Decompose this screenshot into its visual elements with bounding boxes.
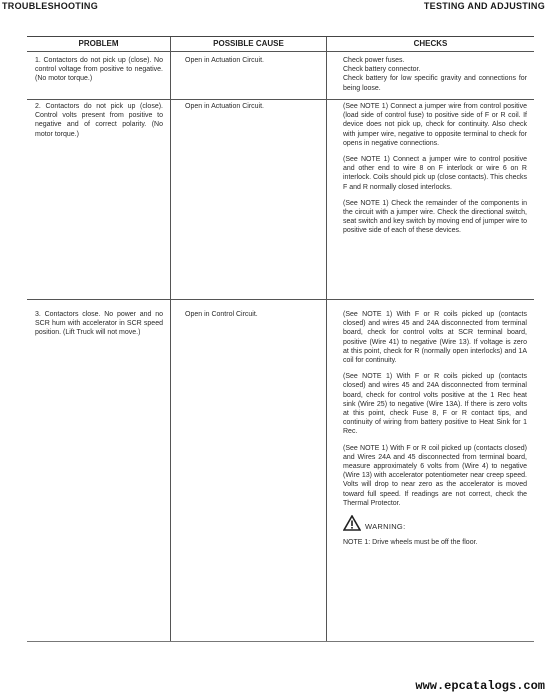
- column-divider: [326, 37, 327, 641]
- warning-block: [343, 515, 527, 531]
- check-paragraph: (See NOTE 1) Check the remainder of the components in the circuit with a jumper wire. Check the directional switch, seat switch and key switch by moving end of jumper wire to positive side of each of these devices.: [343, 199, 527, 235]
- row-divider: [27, 299, 534, 300]
- check-paragraph: (See NOTE 1) Connect a jumper wire from control positive (load side of control fuse) to positive side of F or R coil. If device does not pick up, check for continuity. Also check with jumper wire, negative to opposite terminal to check for opens in negative connections.: [343, 103, 527, 147]
- row-3-problem: 3. Contactors close. No power and no SCR hum with accelerator in SCR speed position. (Lift Truck will not move.): [35, 311, 163, 337]
- row-2-cause: Open in Actuation Circuit.: [185, 103, 264, 110]
- row-3-cause: Open in Control Circuit.: [185, 311, 258, 318]
- warning-label: WARNING:: [365, 521, 406, 531]
- column-header-cause: POSSIBLE CAUSE: [213, 39, 284, 48]
- troubleshooting-table: [27, 36, 534, 642]
- watermark-url: www.epcatalogs.com: [415, 679, 545, 693]
- column-header-checks: CHECKS: [413, 39, 448, 48]
- section-title-right: TESTING AND ADJUSTING: [423, 1, 545, 11]
- check-paragraph: (See NOTE 1) With F or R coils picked up (contacts closed) and wires 45 and 24A disconnected from terminal board, check for control volts positive at the 1 Rec heat sink (Wire 25) to negative (Wire 13A). If there is zero volts at this point, check Fuse 8, F or R contact tips, and continuity of wiring from battery positive to Heat Sink for 1 Rec.: [343, 373, 527, 436]
- row-2-problem: 2. Contactors do not pick up (close). Control volts present from positive to negative and of correct polarity. (No motor torque.): [35, 103, 163, 138]
- column-header-problem: PROBLEM: [78, 39, 119, 48]
- check-paragraph: (See NOTE 1) Connect a jumper wire to control positive and other end to wire 8 on F interlock or wire 6 on R interlock. Coils should pick up (close contacts). This checks F and R normally closed interlocks.: [343, 156, 527, 191]
- warning-triangle-icon: [343, 515, 361, 531]
- header-divider: [27, 51, 534, 52]
- row-3-checks: [343, 310, 527, 554]
- row-1-problem: 1. Contactors do not pick up (close). No control voltage from positive to negative. (No motor torque.): [35, 57, 163, 83]
- check-paragraph: (See NOTE 1) With F or R coils picked up (contacts closed) and wires 45 and 24A disconnected from terminal board, check for control volts at SCR terminal board, positive (Wire 41) to negative (Wire 13). If voltage is zero at this point, check for R (normally open interlocks) and 1A coil for continuity.: [343, 311, 527, 365]
- row-1-cause: Open in Actuation Circuit.: [185, 57, 264, 64]
- note-text: NOTE 1: Drive wheels must be off the floor.: [343, 539, 478, 547]
- section-title-left: TROUBLESHOOTING: [2, 1, 98, 11]
- check-paragraph: Check power fuses. Check battery connector. Check battery for low specific gravity and connections for being loose.: [343, 57, 527, 92]
- check-paragraph: (See NOTE 1) With F or R coil picked up (contacts closed) and Wires 24A and 45 disconnected from terminal board, measure approximately 6 volts from (Wire 4) to negative (Wire 13) with accelerator potentiometer near creep speed. Volts will drop to near zero as the accelerator is moved toward full speed. If readings are not correct, check the Thermal Protector.: [343, 444, 527, 507]
- row-2-checks: [343, 102, 527, 243]
- page-header: [0, 0, 549, 14]
- column-divider: [170, 37, 171, 641]
- row-1-checks: [343, 56, 527, 100]
